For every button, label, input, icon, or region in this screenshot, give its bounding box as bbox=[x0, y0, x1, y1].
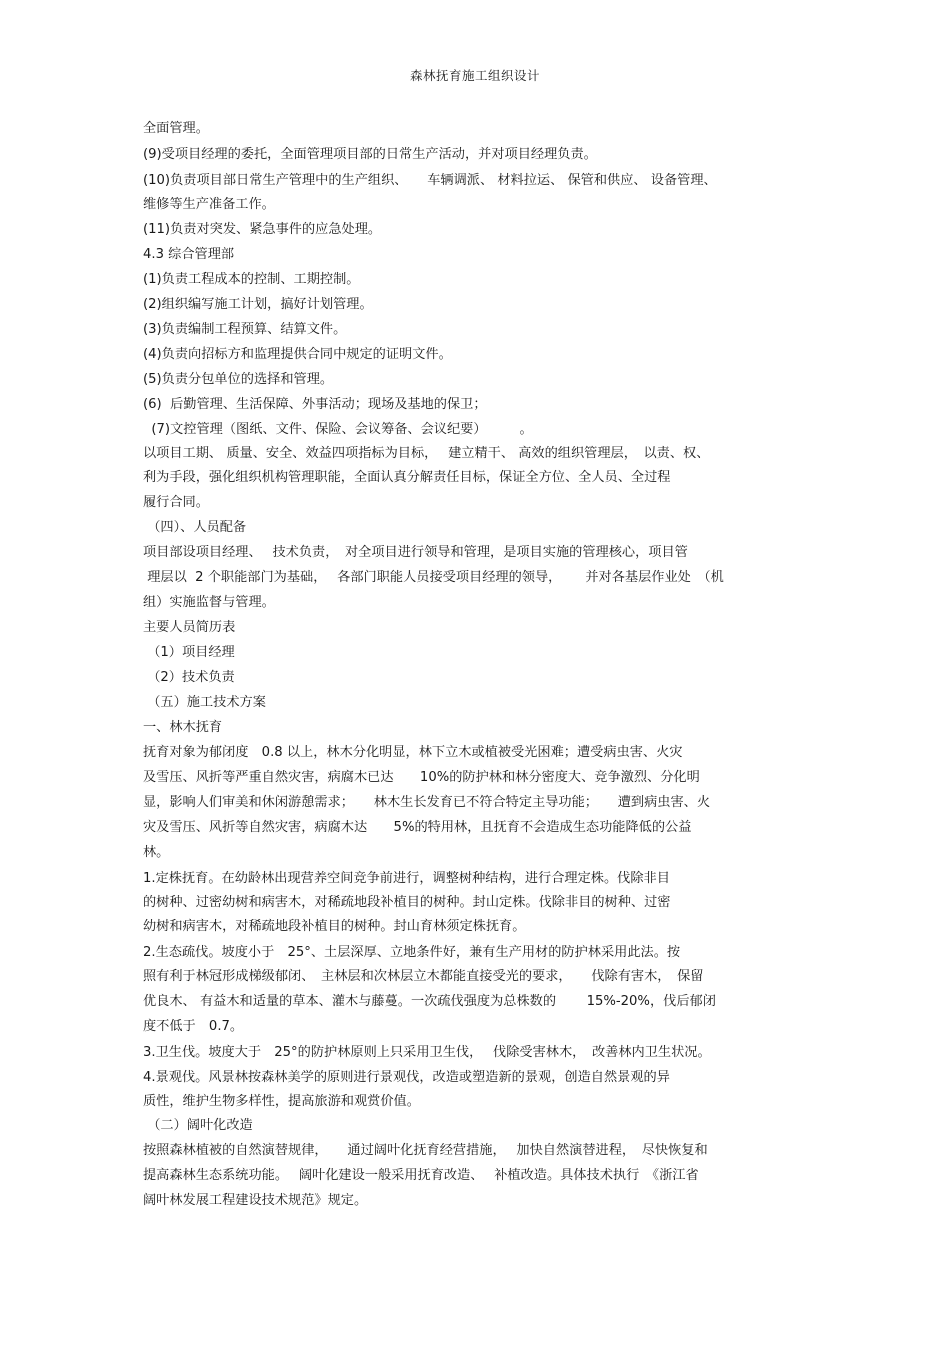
text-line: 理层以 2 个职能部门为基础， 各部门职能人员接受项目经理的领导， 并对各基层作业处 （机 bbox=[143, 570, 724, 585]
text-line: 履行合同。 bbox=[143, 495, 209, 510]
text-line: (4)负责向招标方和监理提供合同中规定的证明文件。 bbox=[143, 347, 452, 362]
text-line: (6) 后勤管理、生活保障、外事活动；现场及基地的保卫； bbox=[143, 397, 487, 412]
section-heading: 一、林木抚育 bbox=[143, 720, 223, 735]
text-line: 全面管理。 bbox=[143, 121, 209, 136]
text-line: 维修等生产准备工作。 bbox=[143, 197, 275, 212]
text-line: (5)负责分包单位的选择和管理。 bbox=[143, 372, 334, 387]
text-line: 灾及雪压、风折等自然灾害，病腐木达 5%的特用林，且抚育不会造成生态功能降低的公益 bbox=[143, 820, 692, 835]
section-heading: 4.3 综合管理部 bbox=[143, 247, 235, 262]
text-line: (9)受项目经理的委托，全面管理项目部的日常生产活动，并对项目经理负责。 bbox=[143, 147, 597, 162]
page-header-title: 森林抚育施工组织设计 bbox=[409, 68, 540, 83]
text-line: 利为手段，强化组织机构管理职能，全面认真分解责任目标，保证全方位、全人员、全过程 bbox=[143, 470, 671, 485]
text-line: (2)组织编写施工计划，搞好计划管理。 bbox=[143, 297, 373, 312]
text-line: 优良木、 有益木和适量的草本、灌木与藤蔓。一次疏伐强度为总株数的 15%-20%，伐后郁闭 bbox=[143, 994, 716, 1009]
text-line: 的树种、过密幼树和病害木，对稀疏地段补植目的树种。封山定株。伐除非目的树种、过密 bbox=[143, 895, 671, 910]
text-line: 项目部设项目经理、 技术负责， 对全项目进行领导和管理，是项目实施的管理核心，项目管 bbox=[143, 545, 688, 560]
text-line: (7)文控管理（图纸、文件、保险、会议筹备、会议纪要） 。 bbox=[143, 422, 533, 437]
text-line: 2.生态疏伐。坡度小于 25°、土层深厚、立地条件好，兼有生产用材的防护林采用此法。按 bbox=[143, 945, 681, 960]
text-line: 幼树和病害木，对稀疏地段补植目的树种。封山育林须定株抚育。 bbox=[143, 919, 526, 934]
text-line: 提高森林生态系统功能。 阔叶化建设一般采用抚育改造、 补植改造。具体技术执行 《浙江省 bbox=[143, 1168, 699, 1183]
section-heading: （四）、人员配备 bbox=[143, 520, 247, 535]
text-line: (1)负责工程成本的控制、工期控制。 bbox=[143, 272, 360, 287]
text-line: 按照森林植被的自然演替规律， 通过阔叶化抚育经营措施， 加快自然演替进程， 尽快恢复和 bbox=[143, 1143, 708, 1158]
text-line: 度不低于 0.7。 bbox=[143, 1019, 244, 1034]
text-line: (11)负责对突发、紧急事件的应急处理。 bbox=[143, 222, 382, 237]
text-line: (3)负责编制工程预算、结算文件。 bbox=[143, 322, 347, 337]
text-line: 4.景观伐。风景林按森林美学的原则进行景观伐，改造或塑造新的景观，创造自然景观的异 bbox=[143, 1070, 670, 1085]
section-heading: （五）施工技术方案 bbox=[143, 695, 266, 710]
text-line: 1.定株抚育。在幼龄林出现营养空间竞争前进行，调整树种结构，进行合理定株。伐除非目 bbox=[143, 871, 670, 886]
text-line: 3.卫生伐。坡度大于 25°的防护林原则上只采用卫生伐， 伐除受害林木， 改善林内卫生状况。 bbox=[143, 1045, 711, 1060]
text-line: (10)负责项目部日常生产管理中的生产组织、 车辆调派、 材料拉运、 保管和供应、 设备管理、 bbox=[143, 173, 717, 188]
text-line: 组）实施监督与管理。 bbox=[143, 595, 275, 610]
text-line: 抚育对象为郁闭度 0.8 以上，林木分化明显，林下立木或植被受光困难；遭受病虫害、火灾 bbox=[143, 745, 683, 760]
text-line: 及雪压、风折等严重自然灾害，病腐木已达 10%的防护林和林分密度大、竞争激烈、分化明 bbox=[143, 770, 700, 785]
text-line: 林。 bbox=[143, 845, 170, 860]
text-line: （2）技术负责 bbox=[143, 670, 235, 685]
text-line: 主要人员简历表 bbox=[143, 620, 236, 635]
text-line: 显，影响人们审美和休闲游憩需求； 林木生长发育已不符合特定主导功能； 遭到病虫害、火 bbox=[143, 795, 711, 810]
text-line: 以项目工期、 质量、安全、效益四项指标为目标， 建立精干、 高效的组织管理层， 以责、权、 bbox=[143, 446, 710, 461]
text-line: 照有利于林冠形成梯级郁闭、 主林层和次林层立木都能直接受光的要求， 伐除有害木， 保留 bbox=[143, 969, 704, 984]
section-heading: （二）阔叶化改造 bbox=[143, 1118, 253, 1133]
text-line: 阔叶林发展工程建设技术规范》规定。 bbox=[143, 1193, 368, 1208]
text-line: 质性，维护生物多样性，提高旅游和观赏价值。 bbox=[143, 1094, 420, 1109]
text-line: （1）项目经理 bbox=[143, 645, 235, 660]
